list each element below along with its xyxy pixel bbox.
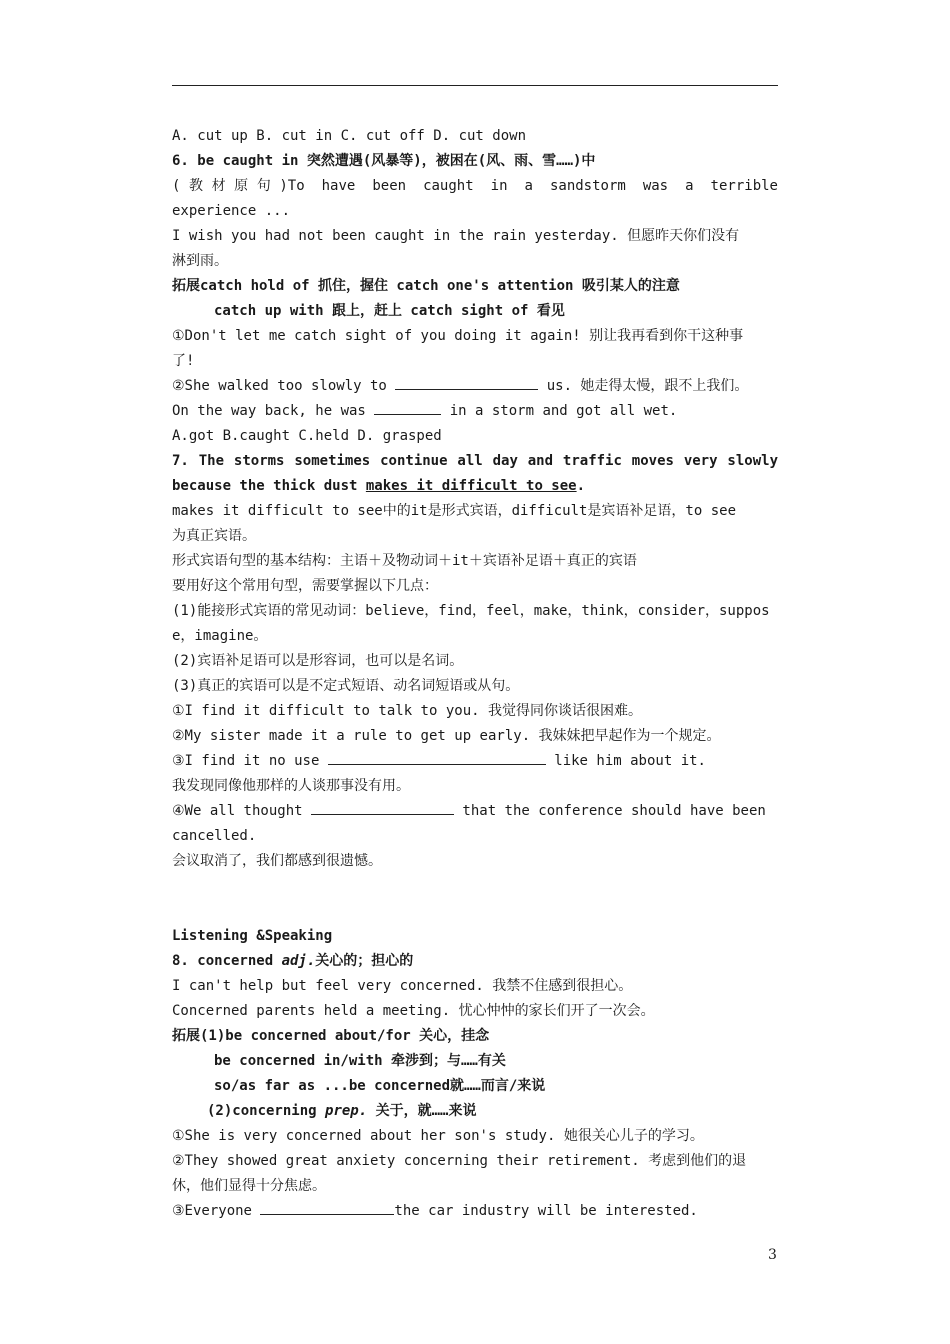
extension-line: catch up with 跟上，赶上 catch sight of 看见	[214, 303, 565, 319]
note-line-cont: 为真正宾语。	[172, 528, 256, 544]
exercise-text: in a storm and got all wet.	[441, 403, 678, 419]
answer-blank[interactable]	[311, 799, 454, 815]
exercise-line	[172, 749, 778, 774]
example-sentence-cont: 淋到雨。	[172, 253, 228, 269]
item7-heading: 7. The storms sometimes continue all day and traffic moves very slowly	[172, 453, 778, 469]
exercise-line: ②My sister made it a rule to get up early. 我妹妹把早起作为一个规定。	[172, 728, 721, 744]
exercise-line: ①I find it difficult to talk to you. 我觉得同你谈话很困难。	[172, 703, 642, 719]
exercise-line-cont: cancelled.	[172, 828, 257, 844]
item8-heading	[172, 949, 778, 974]
textbook-sentence: (教材原句)To have been caught in a sandstorm was a terrible	[172, 178, 778, 194]
exercise-text: On the way back, he was	[172, 403, 375, 419]
exercise-line: ②They showed great anxiety concerning their retirement. 考虑到他们的退	[172, 1153, 747, 1169]
underlined-phrase: makes it difficult to see	[365, 478, 577, 494]
header-rule	[172, 85, 778, 86]
exercise-text: ③Everyone	[172, 1203, 261, 1219]
heading-text: .	[576, 478, 586, 494]
exercise-text: ③I find it no use	[172, 753, 328, 769]
example-sentence: I wish you had not been caught in the rain yesterday. 但愿昨天你们没有	[172, 228, 740, 244]
exercise-text: like him about it.	[545, 753, 706, 769]
extension-line: so/as far as ...be concerned就……而言/来说	[214, 1078, 546, 1094]
structure-line: 形式宾语句型的基本结构：主语＋及物动词＋it＋宾语补足语＋真正的宾语	[172, 553, 637, 569]
exercise-text: ②She walked too slowly to	[172, 378, 396, 394]
exercise-line-cont: 休，他们显得十分焦虑。	[172, 1178, 326, 1194]
answer-blank[interactable]	[374, 399, 441, 415]
page-number: 3	[768, 1247, 777, 1263]
answer-blank[interactable]	[328, 749, 546, 765]
part-of-speech: prep.	[325, 1103, 368, 1119]
textbook-sentence-cont: experience ...	[172, 203, 291, 219]
point-line: (3)真正的宾语可以是不定式短语、动名词短语或从句。	[172, 678, 520, 694]
answer-blank[interactable]	[260, 1199, 394, 1215]
point-line: (1)能接形式宾语的常见动词：believe，find，feel，make，think，consider，suppos	[172, 603, 770, 619]
exercise-text: that the conference should have been	[453, 803, 766, 819]
exercise-text: ④We all thought	[172, 803, 311, 819]
exercise-text: the car industry will be interested.	[394, 1203, 698, 1219]
part-of-speech: adj.	[281, 953, 316, 969]
options-line: A. cut up B. cut in C. cut off D. cut down	[172, 128, 527, 144]
heading-text: because the thick dust	[172, 478, 366, 494]
translation-line: 我发现同像他那样的人谈那事没有用。	[172, 778, 410, 794]
instruction-line: 要用好这个常用句型，需要掌握以下几点：	[172, 578, 438, 594]
exercise-line-cont: 了!	[172, 353, 195, 369]
extension-line: 拓展(1)be concerned about/for 关心，挂念	[172, 1028, 490, 1044]
exercise-line: ①Don't let me catch sight of you doing it again! 别让我再看到你干这种事	[172, 328, 744, 344]
exercise-line	[172, 374, 778, 399]
exercise-text: us. 她走得太慢，跟不上我们。	[538, 378, 749, 394]
answer-blank[interactable]	[395, 374, 538, 390]
example-sentence: Concerned parents held a meeting. 忧心忡忡的家长们开了一次会。	[172, 1003, 655, 1019]
extension-line: be concerned in/with 牵涉到；与……有关	[214, 1053, 506, 1069]
section-gap	[172, 874, 778, 924]
extension-line	[172, 1099, 778, 1124]
example-sentence: I can't help but feel very concerned. 我禁不住感到很担心。	[172, 978, 633, 994]
exercise-line	[172, 799, 778, 824]
extension-line: 拓展catch hold of 抓住，握住 catch one's attention 吸引某人的注意	[172, 278, 680, 294]
exercise-line	[172, 399, 778, 424]
point-line: (2)宾语补足语可以是形容词，也可以是名词。	[172, 653, 464, 669]
heading-text: 关心的；担心的	[315, 953, 414, 969]
point-line-cont: e，imagine。	[172, 628, 268, 644]
heading-text: 8. concerned	[172, 953, 282, 969]
extension-text: 关于，就……来说	[367, 1103, 477, 1119]
section-title: Listening &Speaking	[172, 928, 333, 944]
item6-heading: 6. be caught in 突然遭遇(风暴等)，被困在(风、雨、雪……)中	[172, 153, 596, 169]
page-content	[172, 124, 778, 1224]
item7-heading-cont	[172, 474, 778, 499]
exercise-line: ①She is very concerned about her son's study. 她很关心儿子的学习。	[172, 1128, 704, 1144]
translation-line: 会议取消了，我们都感到很遗憾。	[172, 853, 382, 869]
exercise-line	[172, 1199, 778, 1224]
extension-text: (2)concerning	[207, 1103, 326, 1119]
options-line: A.got B.caught C.held D. grasped	[172, 428, 442, 444]
note-line: makes it difficult to see中的it是形式宾语，difficult是宾语补足语，to see	[172, 503, 737, 519]
